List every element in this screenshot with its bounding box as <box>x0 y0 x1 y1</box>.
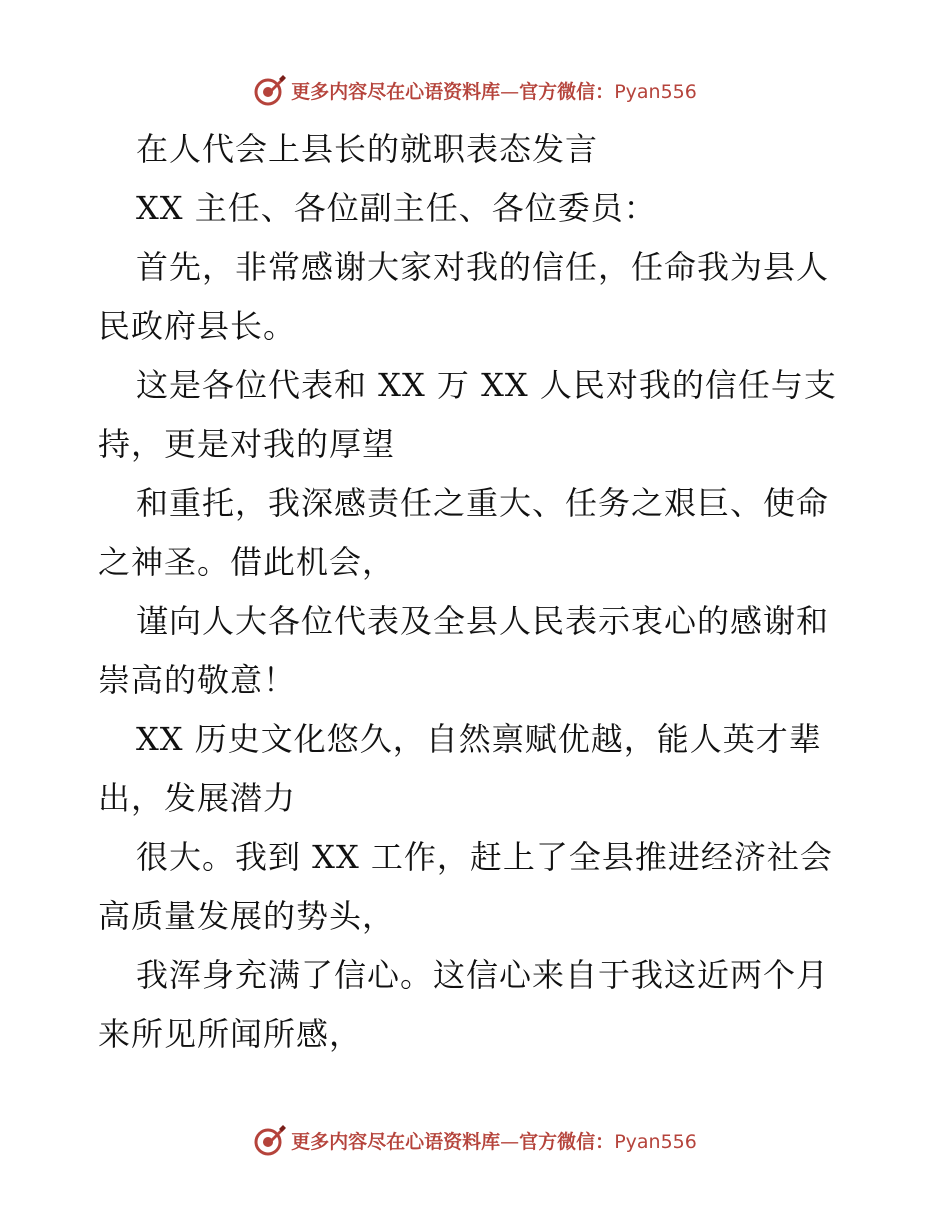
document-body <box>98 120 858 1064</box>
footer-banner <box>0 1120 950 1160</box>
banner-label: 官方微信： <box>519 80 615 103</box>
banner-text <box>291 77 697 104</box>
banner-dash: — <box>500 1130 520 1153</box>
banner-wechat-id: Pyan556 <box>614 1130 697 1153</box>
text-line: 在人代会上县长的就职表态发言 <box>136 130 599 168</box>
text-line: 和重托，我深感责任之重大、任务之艰巨、使命 <box>136 484 830 522</box>
text-line: 我浑身充满了信心。这信心来自于我这近两个月 <box>136 956 830 994</box>
text-line: 很大。我到 XX 工作，赶上了全县推进经济社会 <box>136 838 833 876</box>
text-line: 谨向人大各位代表及全县人民表示衷心的感谢和 <box>136 602 830 640</box>
text-line: 出，发展潜力 <box>98 779 297 817</box>
banner-wechat-id: Pyan556 <box>614 80 697 103</box>
banner-label: 官方微信： <box>519 1130 615 1153</box>
text-line: XX 历史文化悠久，自然禀赋优越，能人英才辈 <box>136 720 822 758</box>
text-line: 首先，非常感谢大家对我的信任，任命我为县人 <box>136 248 830 286</box>
text-line: 来所见所闻所感， <box>98 1015 363 1053</box>
banner-text <box>291 1127 697 1154</box>
text-line: 持，更是对我的厚望 <box>98 425 396 463</box>
banner-main-text: 更多内容尽在心语资料库 <box>291 1130 501 1153</box>
text-line: 民政府县长。 <box>98 307 297 345</box>
banner-dash: — <box>500 80 520 103</box>
text-line: 之神圣。借此机会， <box>98 543 396 581</box>
text-line: XX 主任、各位副主任、各位委员： <box>136 189 657 227</box>
banner-main-text: 更多内容尽在心语资料库 <box>291 80 501 103</box>
text-line: 这是各位代表和 XX 万 XX 人民对我的信任与支 <box>136 366 837 404</box>
text-line: 高质量发展的势头， <box>98 897 396 935</box>
quill-logo-icon <box>253 1123 287 1157</box>
header-banner <box>0 70 950 110</box>
quill-logo-icon <box>253 73 287 107</box>
text-line: 崇高的敬意！ <box>98 661 297 699</box>
